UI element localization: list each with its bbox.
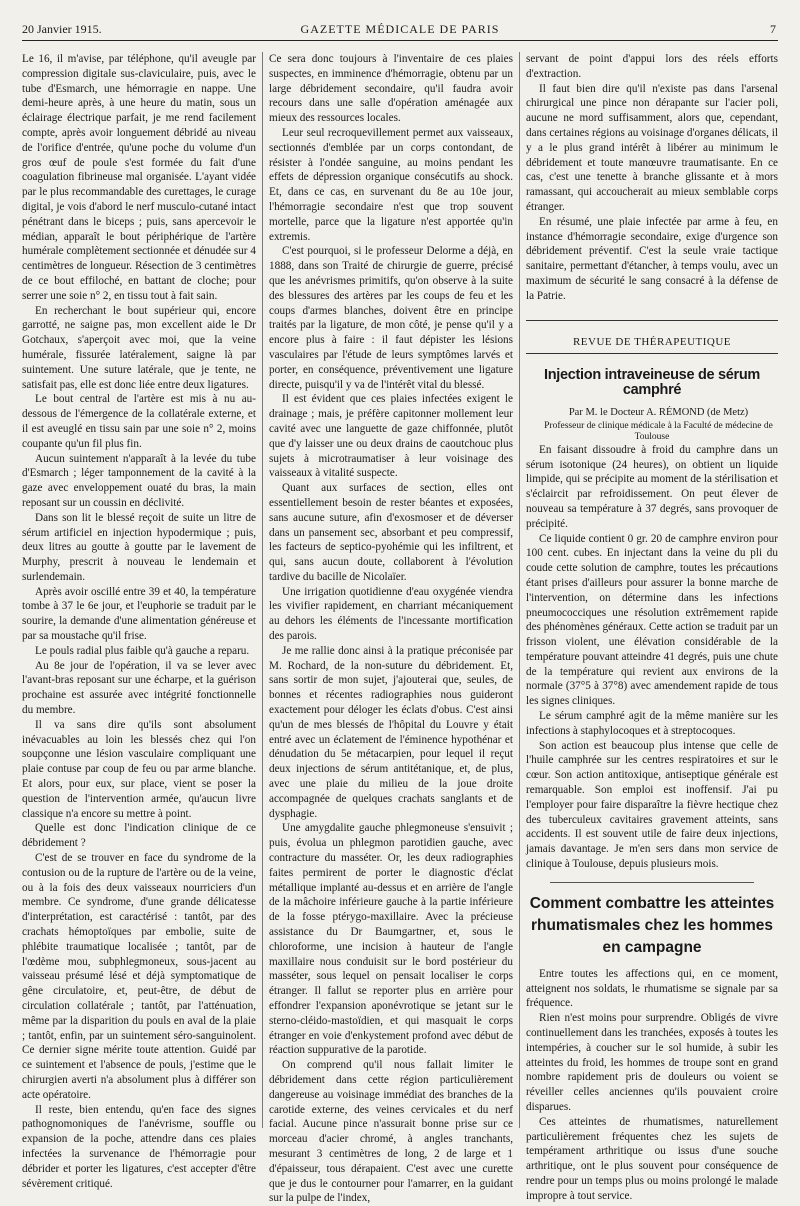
paragraph: C'est de se trouver en face du syndrome de la contusion ou de la rupture de l'artère ou de la veine, ou à la fois des deux vaisseaux nourriciers d'un membre. Ce syndrome, d'une grande délicatesse d'interprétation, est caractérisé : tantôt, par des crachats hémoptoïques par embolie, suite de phlébite traumatique localisée ; tantôt, par de l'œdème mou, subphlegmoneux, sous-jacent au vaisseau présumé lésé et déjà symptomatique de gêne circulatoire, et, peut-être, de début de circulation collatérale ; tantôt, par l'atténuation, même par la disparition du pouls en aval de la plaie ; tantôt, enfin, par un suintement séro-sanguinolent. Ce dernier signe mérite toute attention. Guidé par ce suintement et l'absence de pouls, j'estime que le chirurgien averti n'a absolument plus à différer son acte opératoire.: [22, 852, 256, 1101]
paragraph: Ces atteintes de rhumatismes, naturellement particulièrement fréquentes chez les sujets de tempérament arthritique ou issus d'une souche arthritique, ont le plus souvent pour conséquence de rendre pour un temps plus ou moins prolongé le malade impropre à tout service.: [526, 1115, 778, 1202]
article-title: Injection intraveineuse de sérum camphré: [543, 367, 761, 399]
paragraph: Une amygdalite gauche phlegmoneuse s'ensuivit ; puis, évolua un phlegmon parotidien gauche, avec contracture du masséter. Or, les deux radiographies faites permirent de porter le diagnostic d'éclat métallique implanté au-dessus et en arrière de l'angle de la mâchoire inférieure gauche à la partie inférieure de la fosse ptérygo-maxillaire. Avec la précieuse assistance du Dr Baumgartner, et, sous le chloroforme, une incision à hauteur de l'angle maxillaire nous conduisit sur le bord postérieur du masséter, sous lequel on pensait localiser le corps étranger. Il fallut se reporter plus en arrière pour effondrer l'expansion aponévrotique se jetant sur le sterno-cléido-mastoïdien, et qui masquait le corps étranger en voie d'enkystement profond avec début de réaction suppurative de la parotide.: [269, 822, 513, 1057]
paragraph: Il faut bien dire qu'il n'existe pas dans l'arsenal chirurgical une pince non dérapante sur l'acier poli, aucune ne mord suffisamment, alors que, cependant, dans certaines régions au voisinage d'organes délicats, il y a le plus grand intérêt à libérer au minimum le débridement et toute manœuvre traumatisante. En ce cas, c'est une tenette à branche glissante et à mors ramassant, qui accoucherait au mieux semblable corps étranger.: [526, 82, 778, 213]
article-author: Par M. le Docteur A. RÉMOND (de Metz): [568, 406, 749, 418]
paragraph: Ce liquide contient 0 gr. 20 de camphre environ pour 100 cent. cubes. En injectant dans la veine du pli du coude cette solution de camphre, toutes les précautions étant prises d'ailleurs pour assurer la bonne marche de l'intervention, on détermine dans les infections pneumococciques une résolution extrêmement rapide des phénomènes généraux. Cette action se traduit par un frisson violent, une élévation considérable de la température pouvant atteindre 41 degrés, puis une chute de la température qui revient aux environs de la normale (37°5 à 37°8) avec amendement rapide de tous les signes cliniques.: [526, 532, 778, 708]
paragraph: Leur seul recroquevillement permet aux vaisseaux, sectionnés d'emblée par un corps contondant, de résister à l'ondée sanguine, au moins pendant les effets de dépression organique consécutifs au shock. Et, dans ce cas, en survenant du 8e au 10e jour, l'hémorragie secondaire n'est que trop souvent mortelle, parce que la ligature n'est apportée qu'in extremis.: [269, 126, 513, 243]
paragraph: En recherchant le bout supérieur qui, encore garrotté, ne saigne pas, mon excellent aide le Dr Gotchaux, s'aperçoit avec moi, que la veine humérale, fissurée latéralement, saigne là par suintement. Une suture latérale, que je tente, ne satisfait pas, elle est donc liée entre deux ligatures.: [22, 304, 256, 391]
paragraph: Il va sans dire qu'ils sont absolument inévacuables au loin les blessés chez qui l'on soupçonne une lésion vasculaire compliquant une plaie contuse par coup de feu ou par arme blanche. Et alors, pour eux, sur place, vient se poser la question de l'intervention armée, qu'aucun livre classique n'a encore su mettre à point.: [22, 718, 256, 820]
paragraph: Une irrigation quotidienne d'eau oxygénée viendra les vivifier rapidement, en charriant mécaniquement au dehors les éléments de l'incessante mortification des parois.: [269, 585, 513, 643]
paragraph: Le 16, il m'avise, par téléphone, qu'il aveugle par compression digitale sus-claviculaire, puis, avec le tube d'Esmarch, une hémorragie en nappe. Une demi-heure après, à une heure du matin, sous un éclairage électrique parfait, je me rend facilement compte, après avoir longuement débridé au niveau de l'orifice d'entrée, qu'une poche du volume d'un gros œuf de poule s'est formée du fait d'une coagulation fibrineuse mal organisée. L'ayant vidée par le plus recommandable des curettages, le curage digital, je vois d'abord le nerf musculo-cutané intact pénétrant dans le biceps ; puis, sans apercevoir le médian, apparaît le bout périphérique de l'artère humérale complètement sectionnée et dénudée sur 4 centimètres de longueur. Résection de 3 centimètres de ce bout effiloché, en battant de cloche; pour serrer une soie n° 2, en tissu tout à fait sain.: [22, 53, 256, 302]
paragraph: Entre toutes les affections qui, en ce moment, atteignent nos soldats, le rhumatisme se signale par sa fréquence.: [526, 967, 778, 1010]
paragraph: Le pouls radial plus faible qu'à gauche a reparu.: [35, 644, 250, 657]
paragraph: Son action est beaucoup plus intense que celle de l'huile camphrée sur les centres respiratoires et sur le cœur. Son action antitoxique, antiseptique générale est remarquable. Son emploi est inoffensif. J'ai pu l'employer pour faire disparaître la fièvre hectique chez des tuberculeux cavitaires gravement atteints, sans accidents. Il est souvent utile de faire deux injections, jamais davantage. Je m'en sers dans mon service de clinique à Toulouse, depuis plusieurs mois.: [526, 739, 778, 871]
paragraph: Quant aux surfaces de section, elles ont essentiellement besoin de rester béantes et exposées, sans aucune suture, afin d'exosmoser et de déverser dans un pansement sec, absorbant et peu compressif, les facteurs de septico-pyohémie qui les infiltrent, et qui, sans aucun doute, collaborent à l'évolution tardive du bacille de Nicolaïer.: [269, 482, 513, 583]
paragraph: C'est pourquoi, si le professeur Delorme a déjà, en 1888, dans son Traité de chirurgie de guerre, précisé que les anévrismes primitifs, qu'on observe à la suite des blessures des artères par les coups de feu et les coups d'armes blanches, doivent être en principe traités par la ligature, de mon côté, je pense qu'il y a encore plus à faire : il faut dépister les lésions vasculaires par l'étude de leurs symptômes larvés et porter, en conséquence, préventivement une ligature directe, puisqu'il y va de l'intérêt vital du blessé.: [269, 245, 513, 391]
column-1: [22, 52, 256, 1190]
author-affiliation: Professeur de clinique médicale à la Faculté de médecine de Toulouse: [544, 420, 773, 442]
article-title: Comment combattre les atteintes rhumatismales chez les hommes en campagne: [529, 894, 775, 956]
issue-date: 20 Janvier 1915.: [22, 22, 102, 36]
paragraph: Le sérum camphré agit de la même manière sur les infections à staphylocoques et à streptocoques.: [526, 710, 778, 737]
paragraph: En faisant dissoudre à froid du camphre dans un sérum isotonique (24 heures), on obtient un liquide limpide, qui se précipite au moment de la stérilisation et s'éclaircit par refroidissement. On peut élever de nouveau sa température à 37 degrés, sans provoquer de précipité.: [526, 443, 778, 530]
paragraph: Je me rallie donc ainsi à la pratique préconisée par M. Rochard, de la non-suture du débridement. Et, sans sortir de mon sujet, j'ajouterai que, seules, de bonnes et récentes radiographies nous guideront exactement pour déloger les éclats d'obus. C'est ainsi qu'un de mes blessés de l'hôpital du Louvre y était entré avec un éclatement de l'éminence hypothénar et dénudation du 5e métacarpien, pour lequel il reçut deux injections de sérum antitétanique, et, de plus, avec une plaie du milieu de la joue droite accompagnée de quelques crachats sanglants et de dysphagie.: [269, 644, 513, 820]
section-title: REVUE DE THÉRAPEUTIQUE: [572, 335, 732, 348]
paragraph: Aucun suintement n'apparaît à la levée du tube d'Esmarch ; léger tamponnement de la cavité à la gaze avec enveloppement ouaté du bras, la main reposant sur un coussin en déclivité.: [22, 452, 256, 509]
paragraph: Quelle est donc l'indication clinique de ce débridement ?: [22, 822, 256, 850]
paragraph: Rien n'est moins pour surprendre. Obligés de vivre continuellement dans les tranchées, exposés à toutes les intempéries, à coucher sur le sol humide, à subir les atteintes du froid, les hommes de troupe sont en grand nombre rapidement pris de douleurs ou voient se réveiller celles anciennes qu'ils pouvaient croire disparues.: [526, 1012, 778, 1114]
column-3: [526, 52, 778, 1202]
column-divider: [519, 52, 520, 1128]
article-separator: [550, 882, 754, 883]
section-divider: [526, 353, 778, 354]
journal-title: GAZETTE MÉDICALE DE PARIS: [300, 22, 500, 36]
paragraph: Au 8e jour de l'opération, il va se lever avec l'avant-bras reposant sur une écharpe, et la guérison prochaine est assurée avec intégrité fonctionnelle du membre.: [22, 659, 256, 717]
page-number: 7: [770, 22, 776, 36]
column-divider: [262, 52, 263, 1128]
paragraph: Il est évident que ces plaies infectées exigent le drainage ; mais, je préfère capitonner mollement leur cavité avec une languette de gaze chiffonnée, plutôt que d'y laisser une ou deux drains de caoutchouc plus sujets à microtraumatiser à leur voisinage des vaisseaux à vitalité suspecte.: [269, 393, 513, 480]
column-2: [269, 52, 513, 1205]
paragraph: Il reste, bien entendu, qu'en face des signes pathognomoniques de l'anévrisme, souffle ou expansion de la poche, attendre dans ces plaies infectées la survenance de l'hémorragie pour débrider et porter les ligatures, c'est accepter d'être sévèrement critiqué.: [22, 1103, 256, 1190]
paragraph: En résumé, une plaie infectée par arme à feu, en instance d'hémorragie secondaire, exige d'urgence son débridement préventif. C'est la seule vraie tactique sanitaire, permettant d'étancher, à temps voulu, avec un maximum de sécurité le sang consacré à la défense de la Patrie.: [526, 215, 778, 302]
paragraph: Ce sera donc toujours à l'inventaire de ces plaies suspectes, en imminence d'hémorragie, obtenu par un large débridement secondaire, qu'il faudra avoir recours dans une salle d'opération aménagée aux mieux des ressources locales.: [269, 53, 513, 125]
paragraph: On comprend qu'il nous fallait limiter le débridement dans cette région particulièrement dangereuse au voisinage immédiat des branches de la carotide externe, des veines cervicales et du nerf facial. Aucune pince n'assurait bonne prise sur ce morceau d'acier chromé, à angles tranchants, mesurant 3 centimètres de long, 2 de large et 1 d'épaisseur, tous dérapaient. C'est avec une curette que je dus le contourner pour l'amarrer, en la guidant sur la pulpe de l'index,: [269, 1059, 513, 1205]
section-divider: [526, 320, 778, 321]
paragraph: Après avoir oscillé entre 39 et 40, la température tombe à 37 le 6e jour, et l'euphorie se traduit par le sourire, la demande d'une alimentation généreuse et par sa moustache qu'il frise.: [22, 585, 256, 643]
paragraph: Dans son lit le blessé reçoit de suite un litre de sérum artificiel en injection hypodermique ; puis, deux litres au goutte à goutte par le lavement de Murphy, prescrit à nouveau le lendemain et surlendemain.: [22, 511, 256, 583]
paragraph: servant de point d'appui lors des réels efforts d'extraction.: [526, 53, 778, 80]
page-header: [22, 18, 778, 41]
paragraph: Le bout central de l'artère est mis à nu au-dessous de l'émergence de la collatérale externe, et il est aveuglé en tissu sain par une soie n° 2, moins coupante qu'un fil plus fin.: [22, 393, 256, 450]
